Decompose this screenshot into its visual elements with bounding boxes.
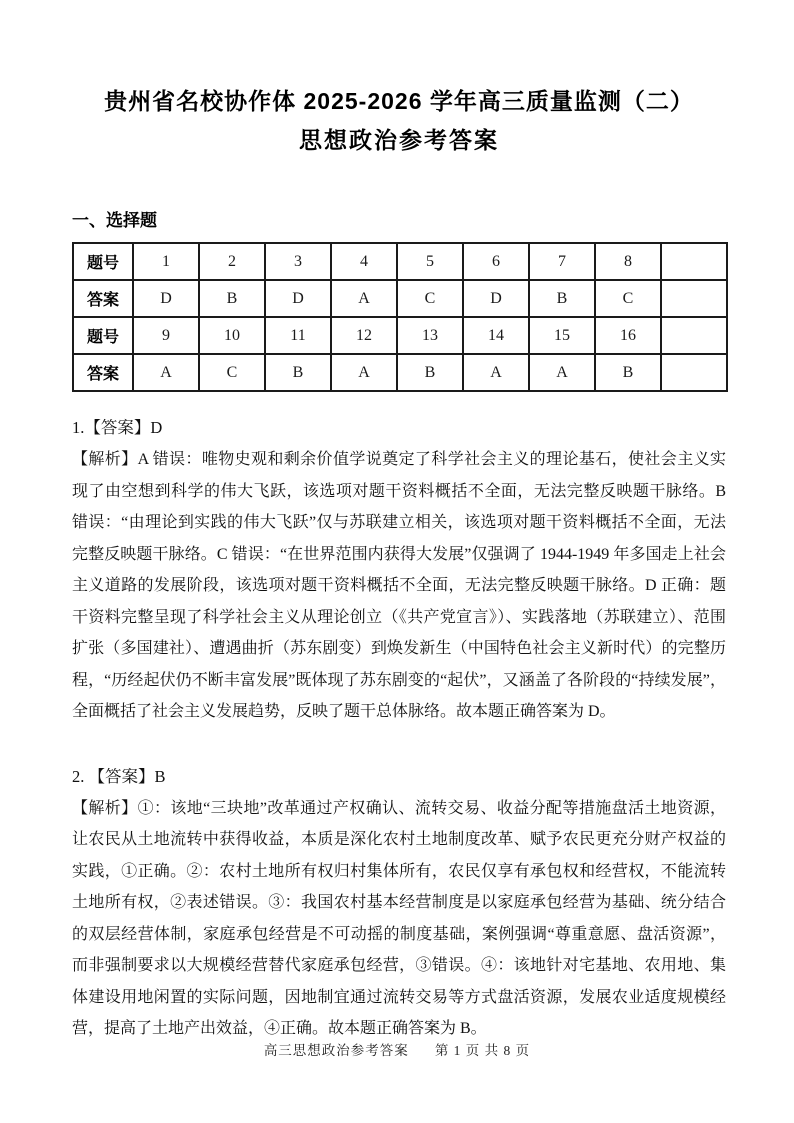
table-cell: A: [133, 354, 199, 391]
table-cell-empty: [661, 280, 727, 317]
table-row: [73, 280, 727, 317]
table-cell: D: [463, 280, 529, 317]
question-2-block: [72, 761, 726, 1045]
table-cell: A: [529, 354, 595, 391]
question-1-answer: 1.【答案】D: [72, 418, 163, 437]
table-cell: 3: [265, 243, 331, 280]
table-cell: 9: [133, 317, 199, 354]
table-row: [73, 317, 727, 354]
question-2-answer: 2. 【答案】B: [72, 766, 166, 786]
table-cell: B: [397, 354, 463, 391]
table-cell: A: [463, 354, 529, 391]
table-cell: 8: [595, 243, 661, 280]
table-cell: 5: [397, 243, 463, 280]
row-header-answer: 答案: [73, 354, 133, 391]
title-line-1: 贵州省名校协作体 2025-2026 学年高三质量监测（二）: [104, 88, 694, 114]
table-cell: C: [595, 280, 661, 317]
table-cell: 2: [199, 243, 265, 280]
table-cell-empty: [661, 243, 727, 280]
document-title: [72, 86, 726, 155]
page-footer: [0, 1039, 794, 1059]
table-cell: 12: [331, 317, 397, 354]
table-cell: 11: [265, 317, 331, 354]
footer-doc-label: 高三思想政治参考答案: [263, 1043, 409, 1058]
table-cell: 10: [199, 317, 265, 354]
page-content: [0, 86, 794, 1045]
table-cell: 6: [463, 243, 529, 280]
table-cell: C: [397, 280, 463, 317]
question-2-analysis: 【解析】①：该地“三块地”改革通过产权确认、流转交易、收益分配等措施盘活土地资源，让农民从土地流转中获得收益，本质是深化农村土地制度改革、赋予农民更充分财产权益的实践，①正确。②：农村土地所有权归村集体所有，农民仅享有承包权和经营权，不能流转土地所有权，②表述错误。③：我国农村基本经营制度是以家庭承包经营为基础、统分结合的双层经营体制，家庭承包经营是不可动摇的制度基础，案例强调“尊重意愿、盘活资源”，而非强制要求以大规模经营替代家庭承包经营，③错误。④：该地针对宅基地、农用地、集体建设用地闲置的实际问题，因地制宜通过流转交易等方式盘活资源，发展农业适度规模经营，提高了土地产出效益，④正确。故本题正确答案为 B。: [72, 799, 726, 1037]
table-cell: 15: [529, 317, 595, 354]
row-header-question-number: 题号: [73, 317, 133, 354]
table-cell: 4: [331, 243, 397, 280]
table-cell: 14: [463, 317, 529, 354]
table-cell: B: [199, 280, 265, 317]
row-header-question-number: 题号: [73, 243, 133, 280]
table-row: [73, 354, 727, 391]
table-cell: A: [331, 354, 397, 391]
table-cell: D: [265, 280, 331, 317]
table-cell-empty: [661, 354, 727, 391]
table-cell: B: [265, 354, 331, 391]
table-cell: C: [199, 354, 265, 391]
table-cell: B: [595, 354, 661, 391]
footer-page-info: 第 1 页 共 8 页: [434, 1043, 531, 1058]
table-cell: 16: [595, 317, 661, 354]
table-cell: D: [133, 280, 199, 317]
question-1-block: [72, 412, 726, 728]
table-cell: B: [529, 280, 595, 317]
table-cell: A: [331, 280, 397, 317]
table-cell-empty: [661, 317, 727, 354]
answer-table: [72, 242, 728, 392]
question-1-analysis: 【解析】A 错误：唯物史观和剩余价值学说奠定了科学社会主义的理论基石，使社会主义实现了由空想到科学的伟大飞跃，该选项对题干资料概括不全面，无法完整反映题干脉络。B 错误：“由理论到实践的伟大飞跃”仅与苏联建立相关，该选项对题干资料概括不全面，无法完整反映题干脉络。C 错误：“在世界范围内获得大发展”仅强调了 1944-1949 年多国走上社会主义道路的发展阶段，该选项对题干资料概括不全面，无法完整反映题干脉络。D 正确：题干资料完整呈现了科学社会主义从理论创立（《共产党宣言》）、实践落地（苏联建立）、范围扩张（多国建社）、遭遇曲折（苏东剧变）到焕发新生（中国特色社会主义新时代）的完整历程，“历经起伏仍不断丰富发展”既体现了苏东剧变的“起伏”，又涵盖了各阶段的“持续发展”，全面概括了社会主义发展趋势，反映了题干总体脉络。故本题正确答案为 D。: [72, 451, 726, 720]
row-header-answer: 答案: [73, 280, 133, 317]
table-cell: 1: [133, 243, 199, 280]
table-cell: 7: [529, 243, 595, 280]
section-heading-multiple-choice: 一、选择题: [72, 211, 157, 230]
table-row: [73, 243, 727, 280]
table-cell: 13: [397, 317, 463, 354]
title-line-2: 思想政治参考答案: [299, 127, 499, 153]
